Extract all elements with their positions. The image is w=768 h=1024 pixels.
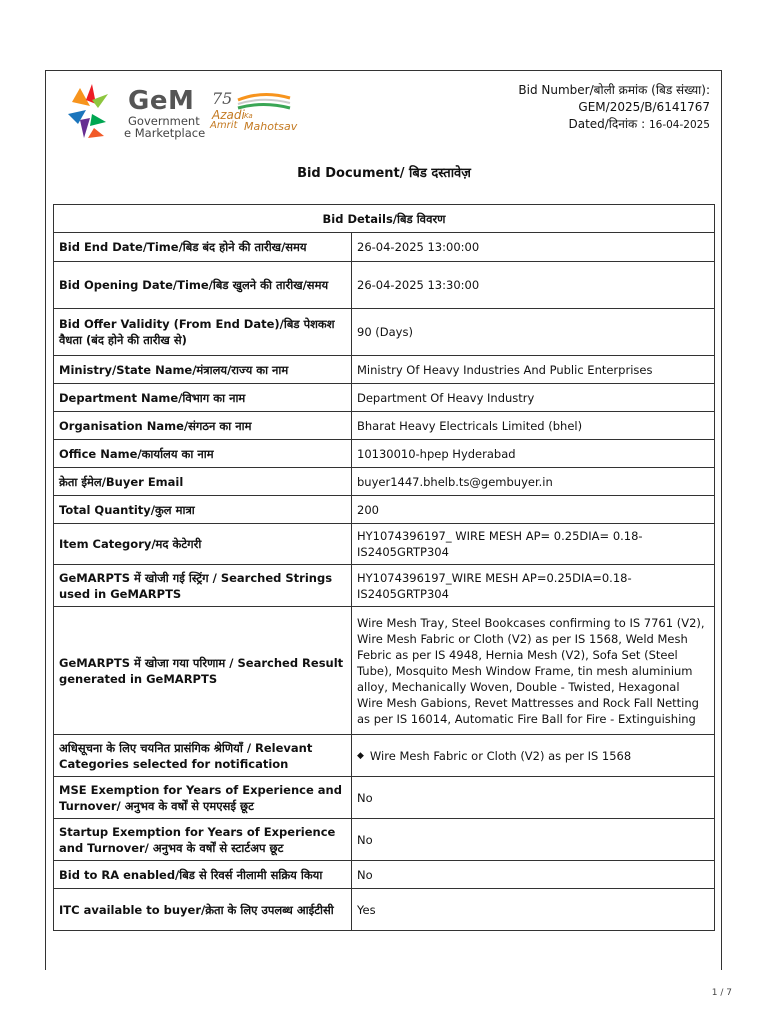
- row-label: Bid Offer Validity (From End Date)/बिड पेशकश वैधता (बंद होने की तारीख से): [54, 309, 352, 356]
- row-value: [352, 735, 715, 777]
- gem-logo-line2: e Marketplace: [124, 126, 206, 140]
- row-value: HY1074396197_ WIRE MESH AP= 0.25DIA= 0.18-IS2405GRTP304: [352, 524, 715, 565]
- row-label: Ministry/State Name/मंत्रालय/राज्य का नाम: [54, 356, 352, 384]
- table-row: [54, 735, 715, 777]
- row-label: Item Category/मद केटेगरी: [54, 524, 352, 565]
- row-value: Wire Mesh Tray, Steel Bookcases confirming to IS 7761 (V2), Wire Mesh Fabric or Cloth (V2) as per IS 1568, Weld Mesh Febric as per IS 4948, Hernia Mesh (V2), Sofa Set (Steel Tube), Mosquito Mesh Window Frame, tin mesh aluminium alloy, Mechanically Woven, Double - Twisted, Hexagonal Wire Mesh Gabions, Revet Mattresses and Rock Fall Netting as per IS 16014, Automatic Fire Ball for Fire - Extinguishing: [352, 607, 715, 735]
- table-header: Bid Details/बिड विवरण: [54, 205, 715, 233]
- row-value: Department Of Heavy Industry: [352, 384, 715, 412]
- table-row: [54, 861, 715, 889]
- table-header-row: [54, 205, 715, 233]
- category-item: Wire Mesh Fabric or Cloth (V2) as per IS 1568: [369, 748, 632, 763]
- table-row: [54, 440, 715, 468]
- row-value: 200: [352, 496, 715, 524]
- table-row: [54, 233, 715, 262]
- svg-text:75: 75: [212, 89, 233, 108]
- azadi-text-4: Mahotsav: [244, 120, 298, 133]
- row-label: Total Quantity/कुल मात्रा: [54, 496, 352, 524]
- row-label: Department Name/विभाग का नाम: [54, 384, 352, 412]
- row-label: अधिसूचना के लिए चयनित प्रासंगिक श्रेणियाँ / Relevant Categories selected for notification: [54, 735, 352, 777]
- azadi-text-2: Ka: [244, 112, 253, 120]
- document-title: Bid Document/ बिड दस्तावेज़: [297, 166, 471, 181]
- row-value: HY1074396197_WIRE MESH AP=0.25DIA=0.18-IS2405GRTP304: [352, 565, 715, 607]
- row-value: No: [352, 861, 715, 889]
- row-value: buyer1447.bhelb.ts@gembuyer.in: [352, 468, 715, 496]
- row-label: GeMARPTS में खोजी गई स्ट्रिंग / Searched Strings used in GeMARPTS: [54, 565, 352, 607]
- table-row: [54, 412, 715, 440]
- table-row: [54, 565, 715, 607]
- row-value: Ministry Of Heavy Industries And Public Enterprises: [352, 356, 715, 384]
- row-label: Bid to RA enabled/बिड से रिवर्स नीलामी सक्रिय किया: [54, 861, 352, 889]
- gem-logo-name: GeM: [128, 86, 195, 116]
- bullet-icon: ◆: [357, 750, 364, 761]
- row-label: Startup Exemption for Years of Experience and Turnover/ अनुभव के वर्षों से स्टार्टअप छूट: [54, 819, 352, 861]
- row-label: क्रेता ईमेल/Buyer Email: [54, 468, 352, 496]
- gem-logo-line1: Government: [128, 114, 200, 128]
- table-row: [54, 777, 715, 819]
- row-label: Bid End Date/Time/बिड बंद होने की तारीख/समय: [54, 233, 352, 262]
- row-label: Organisation Name/संगठन का नाम: [54, 412, 352, 440]
- table-row: [54, 819, 715, 861]
- table-row: [54, 607, 715, 735]
- row-value: 26-04-2025 13:30:00: [352, 262, 715, 309]
- azadi-text-1: Azadi: [212, 108, 245, 122]
- bid-dated: [518, 116, 710, 134]
- bullet-line: [357, 748, 709, 764]
- table-row: [54, 889, 715, 931]
- row-value: 26-04-2025 13:00:00: [352, 233, 715, 262]
- page-number: 1 / 7: [711, 988, 732, 998]
- bid-info: [518, 82, 710, 134]
- azadi-text-3: Amrit: [210, 120, 238, 131]
- table-row: [54, 496, 715, 524]
- row-value: 90 (Days): [352, 309, 715, 356]
- table-row: [54, 262, 715, 309]
- row-label: GeMARPTS में खोजा गया परिणाम / Searched Result generated in GeMARPTS: [54, 607, 352, 735]
- bid-dated-label: Dated/दिनांक :: [568, 117, 646, 131]
- table-row: [54, 356, 715, 384]
- row-label: Office Name/कार्यालय का नाम: [54, 440, 352, 468]
- row-value: Bharat Heavy Electricals Limited (bhel): [352, 412, 715, 440]
- table-row: [54, 309, 715, 356]
- row-label: MSE Exemption for Years of Experience and Turnover/ अनुभव के वर्षों से एमएसई छूट: [54, 777, 352, 819]
- row-value: No: [352, 819, 715, 861]
- table-row: [54, 384, 715, 412]
- row-value: 10130010-hpep Hyderabad: [352, 440, 715, 468]
- bid-number: GEM/2025/B/6141767: [578, 100, 710, 114]
- row-value: Yes: [352, 889, 715, 931]
- bid-details-table: [53, 204, 715, 931]
- row-value: No: [352, 777, 715, 819]
- row-label: Bid Opening Date/Time/बिड खुलने की तारीख/समय: [54, 262, 352, 309]
- table-row: [54, 524, 715, 565]
- table-row: [54, 468, 715, 496]
- bid-dated-value: 16-04-2025: [648, 119, 710, 131]
- bid-number-label: Bid Number/बोली क्रमांक (बिड संख्या):: [518, 83, 710, 97]
- row-label: ITC available to buyer/क्रेता के लिए उपलब्ध आईटीसी: [54, 889, 352, 931]
